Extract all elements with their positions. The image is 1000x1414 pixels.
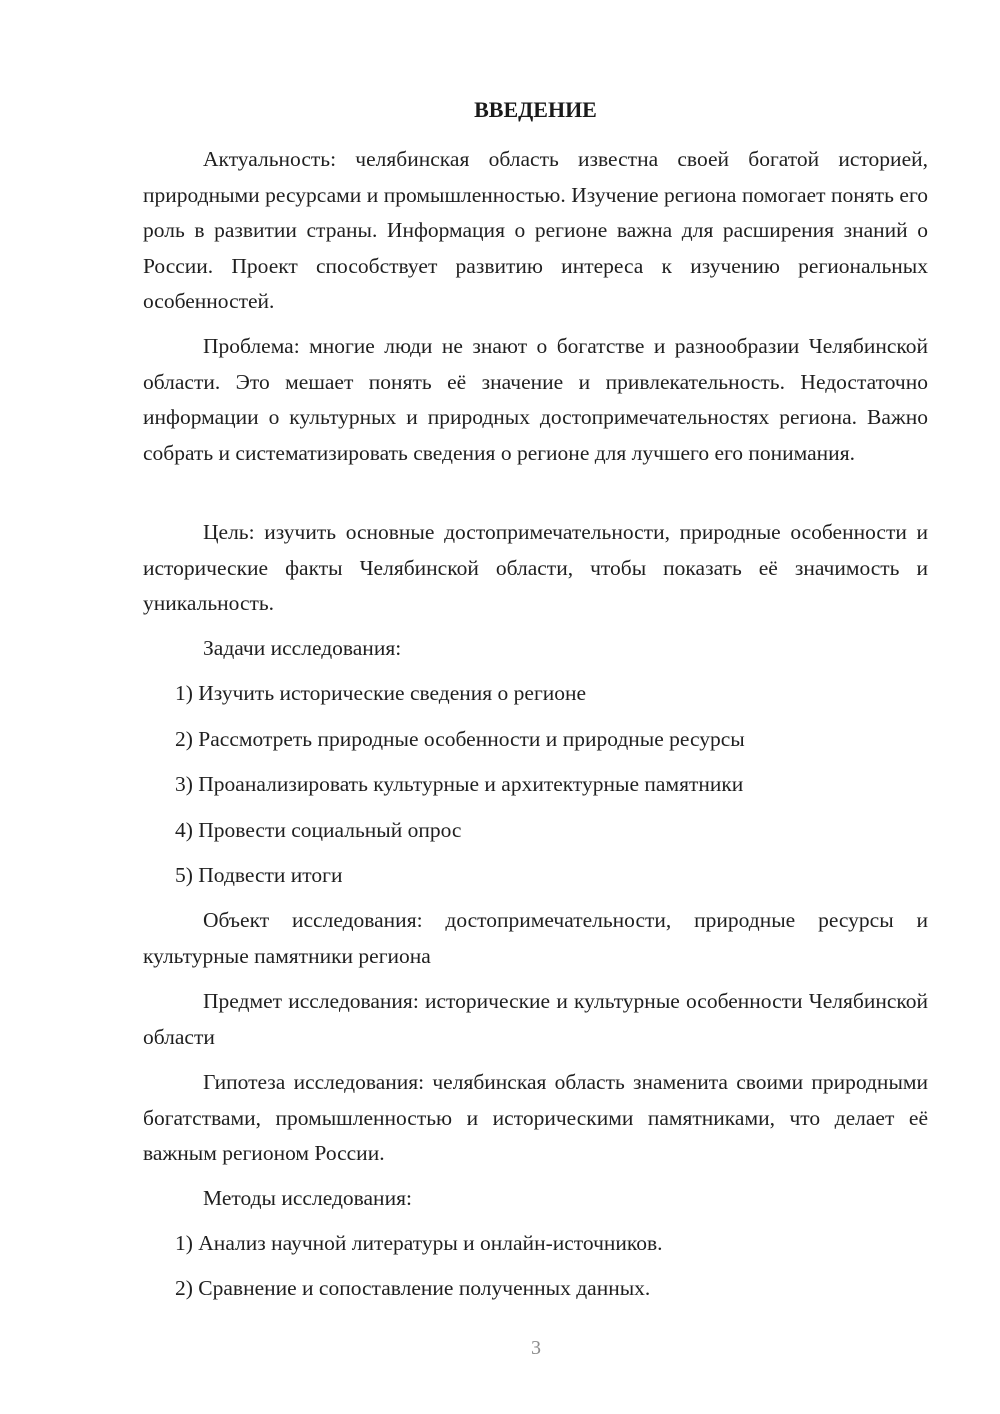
tasks-title: Задачи исследования: xyxy=(203,636,402,660)
page-number: 3 xyxy=(531,1337,541,1359)
problem-paragraph: Проблема: многие люди не знают о богатстве и разнообразии Челябинской области. Это мешает понять её значение и привлекательность. Недостаточно информации о культурных и природных достопримечательностях региона. Важно собрать и систематизировать сведения о регионе для лучшего его понимания. xyxy=(143,334,928,465)
task-item: 1) Изучить исторические сведения о регионе xyxy=(175,681,587,705)
method-item: 2) Сравнение и сопоставление полученных данных. xyxy=(175,1276,651,1300)
method-item: 1) Анализ научной литературы и онлайн-источников. xyxy=(175,1231,663,1255)
section-heading: ВВЕДЕНИЕ xyxy=(474,97,597,122)
methods-title: Методы исследования: xyxy=(203,1186,412,1210)
task-item: 3) Проанализировать культурные и архитектурные памятники xyxy=(175,772,744,796)
goal-paragraph: Цель: изучить основные достопримечательности, природные особенности и исторические факты Челябинской области, чтобы показать её значимость и уникальность. xyxy=(143,520,928,615)
object-paragraph: Объект исследования: достопримечательности, природные ресурсы и культурные памятники региона xyxy=(143,908,928,968)
hypothesis-paragraph: Гипотеза исследования: челябинская область знаменита своими природными богатствами, промышленностью и историческими памятниками, что делает её важным регионом России. xyxy=(143,1070,928,1165)
task-item: 2) Рассмотреть природные особенности и природные ресурсы xyxy=(175,727,745,751)
task-item: 4) Провести социальный опрос xyxy=(175,818,462,842)
task-item: 5) Подвести итоги xyxy=(175,863,343,887)
subject-paragraph: Предмет исследования: исторические и культурные особенности Челябинской области xyxy=(143,989,928,1049)
relevance-paragraph: Актуальность: челябинская область известна своей богатой историей, природными ресурсами и промышленностью. Изучение региона помогает понять его роль в развитии страны. Информация о регионе важна для расширения знаний о России. Проект способствует развитию интереса к изучению региональных особенностей. xyxy=(143,147,928,313)
